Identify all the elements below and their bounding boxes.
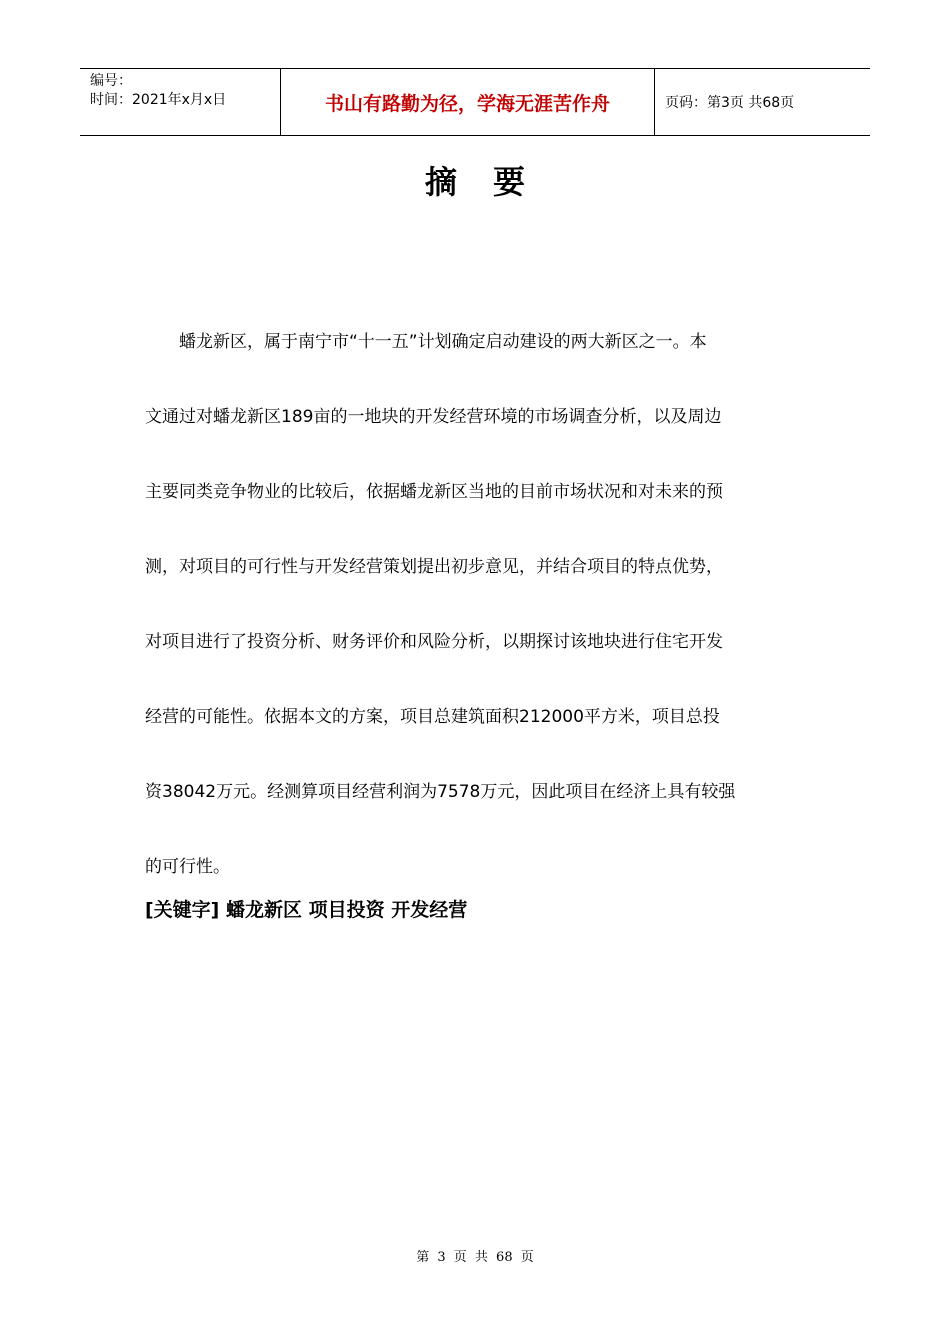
abstract-line: 对项目进行了投资分析、财务评价和风险分析，以期探讨该地块进行住宅开发 — [145, 632, 723, 652]
abstract-line: 的可行性。 — [145, 857, 230, 877]
abstract-line: 经营的可能性。依据本文的方案，项目总建筑面积212000平方米，项目总投 — [145, 707, 720, 727]
page-title: 摘要 — [424, 163, 561, 201]
abstract-line: 资38042万元。经测算项目经营利润为7578万元，因此项目在经济上具有较强 — [145, 782, 736, 802]
header-motto: 书山有路勤为径，学海无涯苦作舟 — [281, 69, 655, 135]
document-number-label: 编号： — [90, 73, 132, 89]
abstract-line: 测，对项目的可行性与开发经营策划提出初步意见，并结合项目的特点优势， — [145, 557, 723, 577]
document-header — [80, 68, 870, 136]
document-date-label: 时间：2021年x月x日 — [90, 92, 227, 108]
page-footer: 第 3 页 共 68 页 — [416, 1250, 534, 1265]
keywords-line: [关键字] 蟠龙新区 项目投资 开发经营 — [145, 899, 468, 921]
abstract-body — [145, 305, 810, 905]
header-info-cell — [80, 69, 281, 135]
header-page-info: 页码：第3页 共68页 — [665, 95, 795, 111]
abstract-line: 文通过对蟠龙新区189亩的一地块的开发经营环境的市场调查分析，以及周边 — [145, 407, 722, 427]
abstract-line: 主要同类竞争物业的比较后，依据蟠龙新区当地的目前市场状况和对未来的预 — [145, 482, 723, 502]
abstract-line: 蟠龙新区，属于南宁市“十一五”计划确定启动建设的两大新区之一。本 — [179, 332, 707, 352]
